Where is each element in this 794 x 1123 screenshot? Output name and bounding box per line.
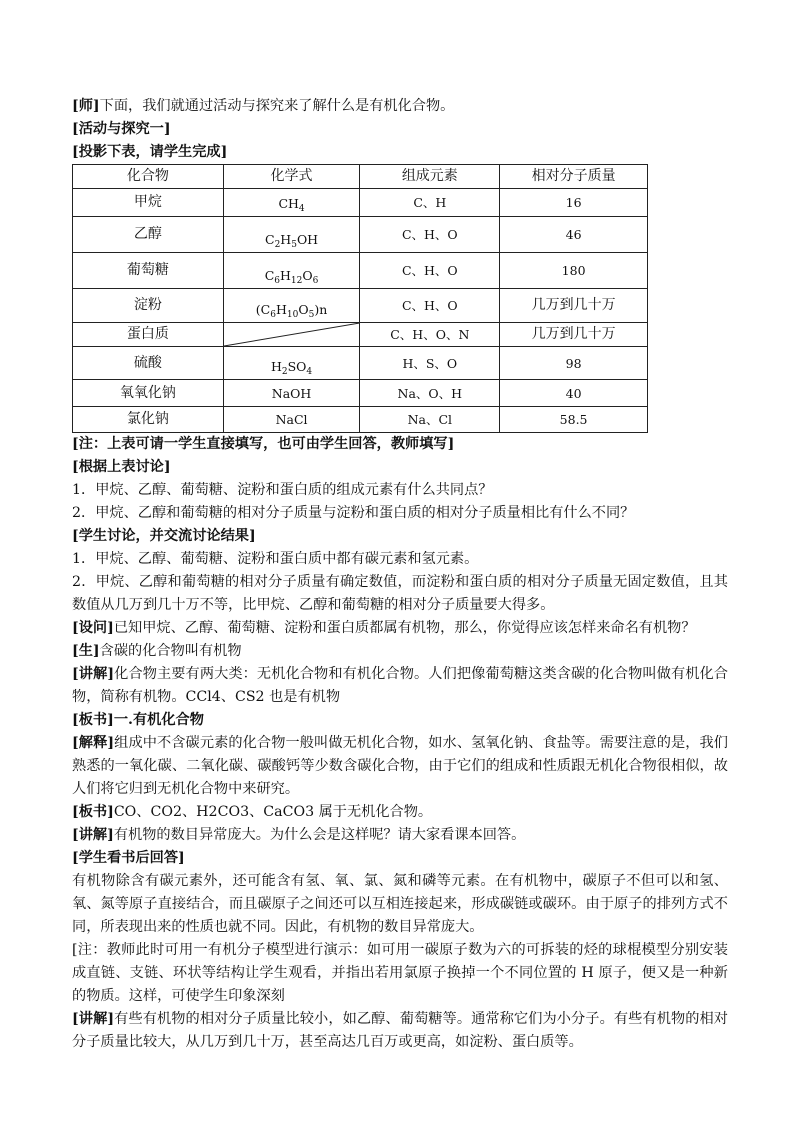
compound-name: 蛋白质 bbox=[73, 323, 224, 347]
chemical-formula: $H_2SO_4$ bbox=[223, 347, 360, 380]
table-row bbox=[73, 289, 648, 323]
compound-mass: 16 bbox=[500, 189, 648, 217]
table-row bbox=[73, 380, 648, 407]
teacher-text: 下面，我们就通过活动与探究来了解什么是有机化合物。 bbox=[99, 98, 455, 114]
compound-elements: C、H、O、N bbox=[360, 323, 500, 347]
ask-tag: [设问] bbox=[72, 620, 114, 636]
lecture-tag: [讲解] bbox=[72, 1011, 115, 1027]
table-row bbox=[73, 347, 648, 380]
compound-elements: C、H、O bbox=[360, 253, 500, 289]
reading-heading: [学生看书后回答] bbox=[72, 850, 185, 866]
student-line bbox=[72, 640, 728, 663]
lecture-line-2 bbox=[72, 824, 728, 847]
compound-table bbox=[72, 164, 648, 433]
lecture-text: 有些有机物的相对分子质量比较小，如乙醇、葡萄糖等。通常称它们为小分子。有些有机物的相对分子质量比较大，从几万到几十万，甚至高达几百万或更高，如淀粉、蛋白质等。 bbox=[72, 1011, 728, 1050]
table-row bbox=[73, 217, 648, 253]
compound-name: 氧氧化钠 bbox=[73, 380, 224, 407]
explanation-text: 组成中不含碳元素的化合物一般叫做无机化合物，如水、氢氧化钠、食盐等。需要注意的是，我们熟悉的一氧化碳、二氧化碳、碳酸钙等少数含碳化合物，由于它们的组成和性质跟无机化合物很相似，故人们将它归到无机化合物中来研究。 bbox=[72, 735, 728, 797]
board-line-2 bbox=[72, 801, 728, 824]
diagonal-slash bbox=[224, 323, 360, 346]
ask-text: 已知甲烷、乙醇、葡萄糖、淀粉和蛋白质都属有机物，那么，你觉得应该怎样来命名有机物？ bbox=[113, 620, 696, 636]
table-row bbox=[73, 253, 648, 289]
compound-mass: 58.5 bbox=[500, 407, 648, 433]
discussion-heading: [根据上表讨论] bbox=[72, 459, 171, 475]
answer-1: 1．甲烷、乙醇、葡萄糖、淀粉和蛋白质中都有碳元素和氢元素。 bbox=[72, 551, 479, 567]
teacher-tag: [师] bbox=[72, 98, 100, 114]
compound-name: 硫酸 bbox=[73, 347, 224, 380]
compound-mass: 98 bbox=[500, 347, 648, 380]
lecture-tag: [讲解] bbox=[72, 827, 114, 843]
compound-elements: H、S、O bbox=[360, 347, 500, 380]
compound-elements: C、H bbox=[360, 189, 500, 217]
compound-elements: Na、O、H bbox=[360, 380, 500, 407]
header-compound: 化合物 bbox=[73, 165, 224, 189]
table-row bbox=[73, 407, 648, 433]
board-line-1 bbox=[72, 709, 728, 732]
board-text: CO、CO2、H2CO3、CaCO3 属于无机化合物。 bbox=[113, 804, 433, 820]
compound-name: 葡萄糖 bbox=[73, 253, 224, 289]
lecture-text: 化合物主要有两大类：无机化合物和有机化合物。人们把像葡萄糖这类含碳的化合物叫做有机化合物，简称有机物。CCl4、CS2 也是有机物 bbox=[72, 666, 728, 705]
compound-name: 甲烷 bbox=[73, 189, 224, 217]
chemical-formula: $(C_6H_{10}O_5)n$ bbox=[223, 289, 360, 323]
result-heading: [学生讨论，并交流讨论结果] bbox=[72, 528, 256, 544]
board-text: 一.有机化合物 bbox=[113, 712, 204, 728]
table-row bbox=[73, 189, 648, 217]
reading-answer: 有机物除含有碳元素外，还可能含有氢、氧、氯、氮和磷等元素。在有机物中，碳原子不但可以和氢、氧、氮等原子直接结合，而且碳原子之间还可以互相连接起来，形成碳链或碳环。由于原子的排列方式不同，所表现出来的性质也就不同。因此，有机物的数目异常庞大。 bbox=[72, 873, 728, 935]
table-header-row bbox=[73, 165, 648, 189]
chemical-formula: $C_2H_5OH$ bbox=[223, 217, 360, 253]
question-paragraph bbox=[72, 617, 728, 640]
compound-mass: 几万到几十万 bbox=[500, 289, 648, 323]
empty-formula-cell bbox=[223, 323, 360, 347]
teacher-line bbox=[72, 95, 728, 118]
compound-mass: 46 bbox=[500, 217, 648, 253]
lecture-paragraph-1 bbox=[72, 663, 728, 709]
lecture-paragraph-3 bbox=[72, 1008, 728, 1054]
lecture-text: 有机物的数目异常庞大。为什么会是这样呢？请大家看课本回答。 bbox=[113, 827, 526, 843]
compound-elements: Na、Cl bbox=[360, 407, 500, 433]
compound-mass: 几万到几十万 bbox=[500, 323, 648, 347]
header-mass: 相对分子质量 bbox=[500, 165, 648, 189]
compound-elements: C、H、O bbox=[360, 289, 500, 323]
chemical-formula: NaOH bbox=[223, 380, 360, 407]
student-text: 含碳的化合物叫有机物 bbox=[99, 643, 242, 659]
header-formula: 化学式 bbox=[223, 165, 360, 189]
document-page bbox=[72, 95, 728, 1054]
board-tag: [板书] bbox=[72, 804, 114, 820]
compound-name: 氯化钠 bbox=[73, 407, 224, 433]
lecture-tag: [讲解] bbox=[72, 666, 115, 682]
compound-elements: C、H、O bbox=[360, 217, 500, 253]
student-tag: [生] bbox=[72, 643, 100, 659]
header-elements: 组成元素 bbox=[360, 165, 500, 189]
teacher-note: [注：教师此时可用一有机分子模型进行演示：如可用一碳原子数为六的可拆装的烃的球棍模型分别安装成直链、支链、环状等结构让学生观看，并指出若用氯原子换掉一个不同位置的 H 原子，便又是一种新的物质。这样，可使学生印象深刻 bbox=[72, 942, 728, 1004]
projection-heading: [投影下表，请学生完成] bbox=[72, 144, 228, 160]
compound-mass: 40 bbox=[500, 380, 648, 407]
chemical-formula: $CH_4$ bbox=[223, 189, 360, 217]
compound-name: 乙醇 bbox=[73, 217, 224, 253]
explanation-tag: [解释] bbox=[72, 735, 115, 751]
activity-heading: [活动与探究一] bbox=[72, 121, 171, 137]
explanation-paragraph bbox=[72, 732, 728, 801]
table-note: [注：上表可请一学生直接填写，也可由学生回答，教师填写] bbox=[72, 436, 455, 452]
compound-mass: 180 bbox=[500, 253, 648, 289]
answer-2: 2．甲烷、乙醇和葡萄糖的相对分子质量有确定数值，而淀粉和蛋白质的相对分子质量无固定数值，且其数值从几万到几十万不等，比甲烷、乙醇和葡萄糖的相对分子质量要大得多。 bbox=[72, 574, 728, 613]
chemical-formula: $C_6H_{12}O_6$ bbox=[223, 253, 360, 289]
table-row bbox=[73, 323, 648, 347]
compound-name: 淀粉 bbox=[73, 289, 224, 323]
question-2: 2．甲烷、乙醇和葡萄糖的相对分子质量与淀粉和蛋白质的相对分子质量相比有什么不同？ bbox=[72, 505, 635, 521]
board-tag: [板书] bbox=[72, 712, 114, 728]
question-1: 1．甲烷、乙醇、葡萄糖、淀粉和蛋白质的组成元素有什么共同点？ bbox=[72, 482, 493, 498]
chemical-formula: NaCl bbox=[223, 407, 360, 433]
